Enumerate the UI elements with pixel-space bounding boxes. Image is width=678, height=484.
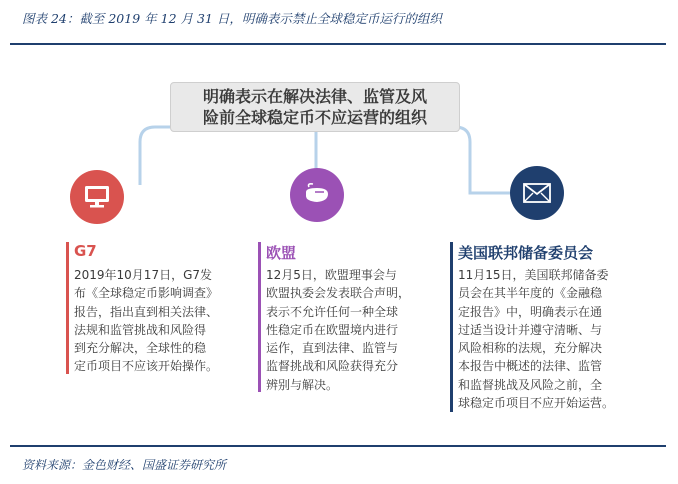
g7-icon-circle — [70, 170, 124, 224]
card-eu — [258, 242, 428, 392]
card-line: 性稳定币在欧盟境内进行 — [266, 322, 399, 337]
card-title: 美国联邦储备委员会 — [458, 244, 594, 262]
monitor-icon — [84, 185, 110, 209]
card-line: 报告，指出直到相关法律、 — [74, 304, 219, 319]
central-statement — [170, 82, 460, 132]
footer-rule — [10, 445, 666, 447]
card-line: 运作，直到法律、监管与 — [266, 341, 399, 356]
card-g7 — [66, 242, 236, 374]
card-line: 2019年10月17日，G7发 — [74, 268, 213, 282]
source-note: 资料来源：金色财经、国盛证券研究所 — [22, 458, 227, 472]
card-line: 定报告》中，明确表示在通 — [458, 304, 603, 319]
card-line: 12月5日，欧盟理事会与 — [266, 268, 397, 282]
card-line: 辨别与解决。 — [266, 377, 339, 392]
figure-title: 图表 24：截至 2019 年 12 月 31 日，明确表示禁止全球稳定币运行的组织 — [22, 11, 442, 26]
central-statement-line1: 明确表示在解决法律、监管及风 — [202, 87, 427, 106]
card-line: 风险相称的法规，充分解决 — [458, 341, 603, 356]
eu-icon-circle — [290, 168, 344, 222]
card-line: 欧盟执委会发表联合声明， — [266, 286, 411, 301]
card-line: 和监督挑战及风险之前，全 — [458, 377, 603, 392]
card-line: 本报告中概述的法律、监管 — [458, 359, 603, 374]
central-statement-line2: 险前全球稳定币不应运营的组织 — [202, 108, 427, 127]
card-title: G7 — [74, 242, 97, 260]
card-line: 监督挑战和风险获得充分 — [266, 359, 399, 374]
card-line: 定币项目不应该开始操作。 — [74, 359, 219, 374]
card-line: 表示不允许任何一种全球 — [266, 304, 399, 319]
envelope-icon — [523, 183, 551, 203]
card-line: 员会在其半年度的《金融稳 — [458, 286, 603, 301]
card-body — [458, 266, 614, 412]
mouse-icon — [302, 183, 332, 207]
card-line: 法规和监管挑战和风险得 — [74, 322, 207, 337]
card-accent-bar — [258, 242, 261, 392]
card-body — [266, 266, 410, 394]
card-title: 欧盟 — [266, 244, 297, 262]
card-accent-bar — [66, 242, 69, 374]
card-line: 到充分解决，全球性的稳 — [74, 341, 207, 356]
card-line: 球稳定币项目不应开始运营。 — [458, 396, 615, 411]
card-line: 11月15日，美国联邦储备委 — [458, 268, 609, 282]
fed-icon-circle — [510, 166, 564, 220]
card-line: 布《全球稳定币影响调查》 — [74, 286, 219, 301]
card-fed — [450, 242, 640, 412]
card-body — [74, 266, 218, 376]
card-line: 过适当设计并遵守清晰、与 — [458, 322, 603, 337]
card-accent-bar — [450, 242, 453, 412]
